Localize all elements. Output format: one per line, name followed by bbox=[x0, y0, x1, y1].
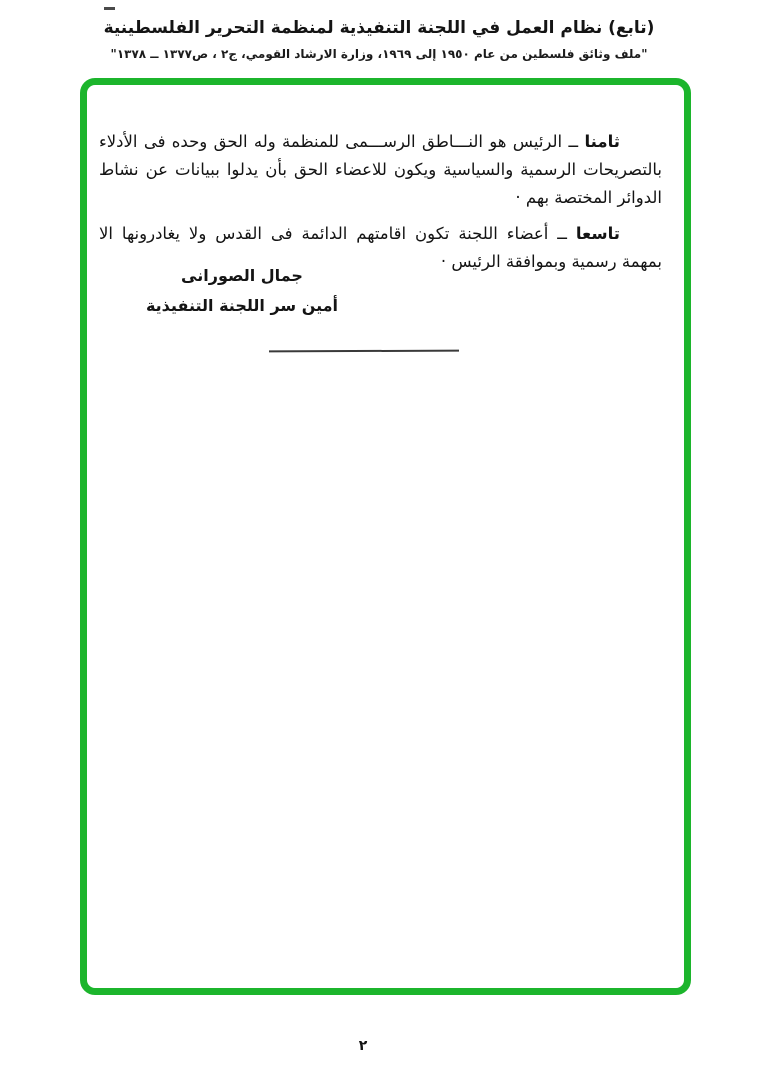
clause-eighth bbox=[99, 128, 662, 212]
clause-ninth-text: أعضاء اللجنة تكون اقامتهم الدائمة فى القدس ولا يغادرونها الا بمهمة رسمية وبموافقة الرئيس · bbox=[99, 224, 662, 271]
clause-eighth-text: الرئيس هو النـــاطق الرســـمى للمنظمة وله الحق وحده فى الأدلاء بالتصريحات الرسمية والسياسية ويكون للاعضاء الحق بأن يدلوا ببيانات عن نشاط الدوائر المختصة بهم · bbox=[99, 132, 662, 207]
document-header bbox=[0, 16, 758, 61]
signature-block bbox=[107, 261, 377, 321]
signature-divider bbox=[269, 350, 459, 353]
document-title: (تابع) نظام العمل في اللجنة التنفيذية لمنظمة التحرير الفلسطينية bbox=[103, 18, 655, 38]
clause-eighth-dash: ــ bbox=[562, 132, 585, 151]
signature-title: أمين سر اللجنة التنفيذية bbox=[145, 296, 339, 315]
source-citation: "ملف وثائق فلسطين من عام ١٩٥٠ إلى ١٩٦٩، وزارة الارشاد القومي، ج٢ ، ص١٣٧٧ ــ ١٣٧٨" bbox=[110, 47, 648, 61]
clause-ninth-lead: تاسعا bbox=[575, 224, 620, 243]
page-number: ٢ bbox=[358, 1038, 368, 1054]
clause-eighth-lead: ثامنا bbox=[584, 132, 620, 151]
signature-name: جمال الصورانى bbox=[181, 266, 303, 285]
clause-ninth-dash: ــ bbox=[548, 224, 576, 243]
green-border-frame bbox=[80, 78, 691, 995]
scan-artifact-mark bbox=[104, 7, 115, 10]
